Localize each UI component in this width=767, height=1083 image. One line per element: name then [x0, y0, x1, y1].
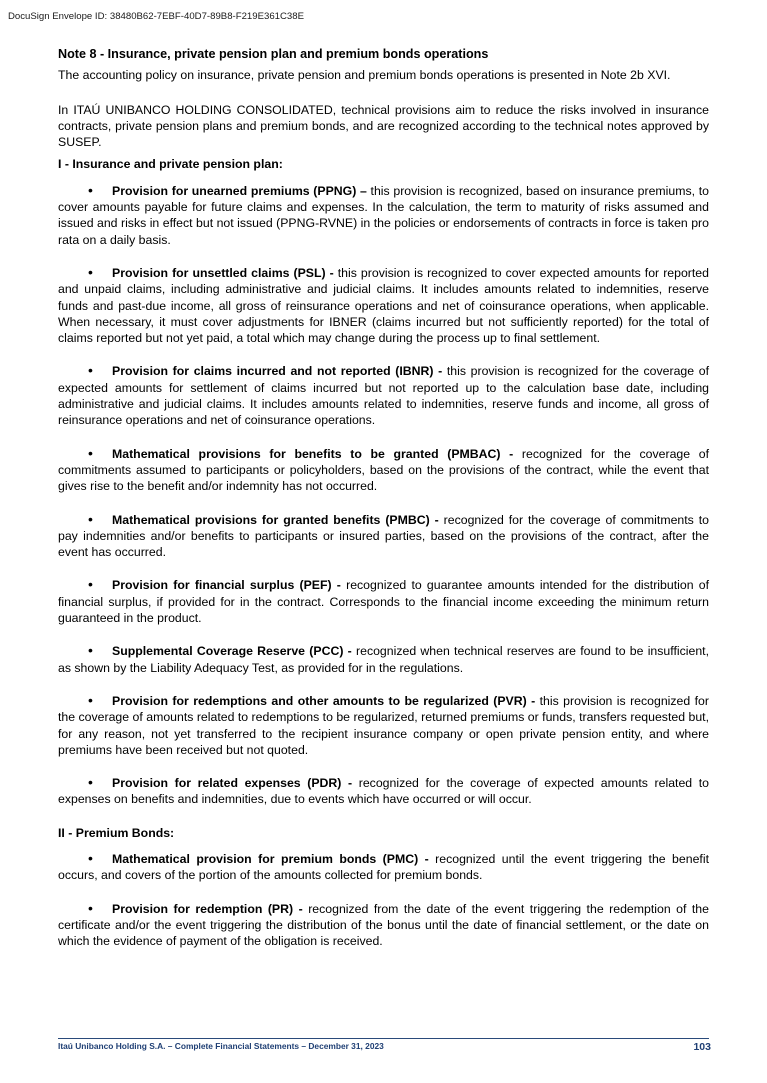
provision-name: Provision for financial surplus (PEF) -: [112, 578, 341, 593]
provision-item: [58, 851, 709, 884]
provision-name: Provision for redemptions and other amounts to be regularized (PVR) -: [112, 693, 536, 708]
bullet-icon: •: [88, 444, 93, 461]
footer-divider: [58, 1038, 709, 1039]
section-heading-insurance: I - Insurance and private pension plan:: [58, 157, 283, 172]
intro-paragraph-1: The accounting policy on insurance, private pension and premium bonds operations is presented in Note 2b XVI.: [58, 68, 671, 83]
bullet-icon: •: [88, 362, 93, 379]
provision-description: recognized to guarantee amounts intended for the distribution of financial surplus, if provided for in the contract. Corresponds to the financial income exceeding the minimum return guaranteed in the product.: [58, 578, 709, 626]
provision-item: [58, 512, 709, 561]
provision-description: recognized for the coverage of commitments to pay indemnities and/or benefits to participants or insured parties, based on the provisions of the contract, after the event has occurred.: [58, 512, 709, 560]
page-number: 103: [693, 1041, 711, 1053]
bullet-icon: •: [88, 181, 93, 198]
provision-item: [58, 363, 709, 428]
note-title: Note 8 - Insurance, private pension plan and premium bonds operations: [58, 47, 489, 61]
section-heading-premium-bonds: II - Premium Bonds:: [58, 825, 175, 840]
provision-description: this provision is recognized to cover expected amounts for reported and unpaid claims, including administrative and judicial claims. It includes amounts related to indemnities, reserve funds and past-due income, all gross of reinsurance operations and net of coinsurance operations, when applicable. When necessary, it must cover adjustments for IBNER (claims incurred but not sufficiently reported) for the total of claims reported but not yet paid, a total which may change during the process up to final settlement.: [58, 265, 709, 346]
document-body: [58, 46, 709, 966]
provision-item: [58, 265, 709, 346]
provision-name: Provision for unsettled claims (PSL) -: [112, 265, 334, 280]
provision-item: [58, 446, 709, 495]
provision-item: [58, 643, 709, 676]
provision-description: recognized for the coverage of expected amounts related to expenses on benefits and indemnities, due to events which have occurred or will occur.: [58, 776, 710, 807]
provision-name: Mathematical provision for premium bonds (PMC) -: [112, 851, 429, 866]
provision-name: Supplemental Coverage Reserve (PCC) -: [112, 644, 352, 659]
bullet-icon: •: [88, 642, 93, 659]
bullet-icon: •: [88, 576, 93, 593]
provision-item: [58, 693, 709, 758]
provision-description: this provision is recognized for the coverage of amounts related to redemptions to be regularized, returned premiums or funds, transfers requested but, for any reason, not yet transferred to the recipient insurance company or open private pension entity, and where premiums have been received but not quoted.: [58, 693, 709, 757]
bullet-icon: •: [88, 774, 93, 791]
bullet-icon: •: [88, 849, 93, 866]
section-premium-bonds-items: [58, 851, 709, 949]
provision-item: [58, 183, 709, 248]
provision-name: Provision for unearned premiums (PPNG) –: [112, 183, 367, 198]
provision-name: Provision for claims incurred and not reported (IBNR) -: [112, 364, 443, 379]
provision-description: recognized until the event triggering the benefit occurs, and covers of the portion of the amounts collected for premium bonds.: [58, 851, 709, 883]
provision-item: [58, 775, 709, 808]
provision-item: [58, 577, 709, 626]
footer-text: Itaú Unibanco Holding S.A. – Complete Financial Statements – December 31, 2023: [58, 1041, 384, 1051]
bullet-icon: •: [88, 899, 93, 916]
provision-item: [58, 901, 709, 950]
section-insurance-items: [58, 183, 709, 808]
provision-description: recognized for the coverage of commitments assumed to participants or policyholders, based on the provisions of the contract, while the event that gives rise to the benefit and/or indemnity has not occurred.: [58, 446, 709, 494]
provision-name: Provision for related expenses (PDR) -: [112, 776, 353, 791]
provision-description: this provision is recognized, based on insurance premiums, to cover amounts payable for future claims and expenses. In the calculation, the term to maturity of risks assumed and issued and risks in effect but not issued (PPNG-RVNE) in the policies or endorsements of contracts in force is taken pro rata on a daily basis.: [58, 183, 709, 247]
envelope-id: DocuSign Envelope ID: 38480B62-7EBF-40D7-89B8-F219E361C38E: [8, 11, 304, 22]
provision-description: recognized from the date of the event triggering the redemption of the certificate and/or the event triggering the distribution of the bonus until the date of financial settlement, or the date on which the evidence of payment of the obligation is received.: [58, 901, 709, 949]
provision-description: recognized when technical reserves are found to be insufficient, as shown by the Liability Adequacy Test, as provided for in the regulations.: [58, 644, 709, 675]
provision-name: Provision for redemption (PR) -: [112, 901, 303, 916]
bullet-icon: •: [88, 510, 93, 527]
provision-name: Mathematical provisions for granted benefits (PMBC) -: [112, 512, 439, 527]
bullet-icon: •: [88, 263, 93, 280]
intro-paragraph-2: In ITAÚ UNIBANCO HOLDING CONSOLIDATED, technical provisions aim to reduce the risks involved in insurance contracts, private pension plans and premium bonds, and are recognized according to the technical notes approved by SUSEP.: [58, 102, 709, 150]
provision-description: this provision is recognized for the coverage of expected amounts for settlement of claims incurred but not reported up to the calculation base date, including administrative and judicial claims. It includes amounts related to indemnities, reserve funds and income, all gross of reinsurance operations and net of coinsurance operations.: [58, 364, 709, 428]
provision-name: Mathematical provisions for benefits to be granted (PMBAC) -: [112, 446, 514, 461]
bullet-icon: •: [88, 691, 93, 708]
